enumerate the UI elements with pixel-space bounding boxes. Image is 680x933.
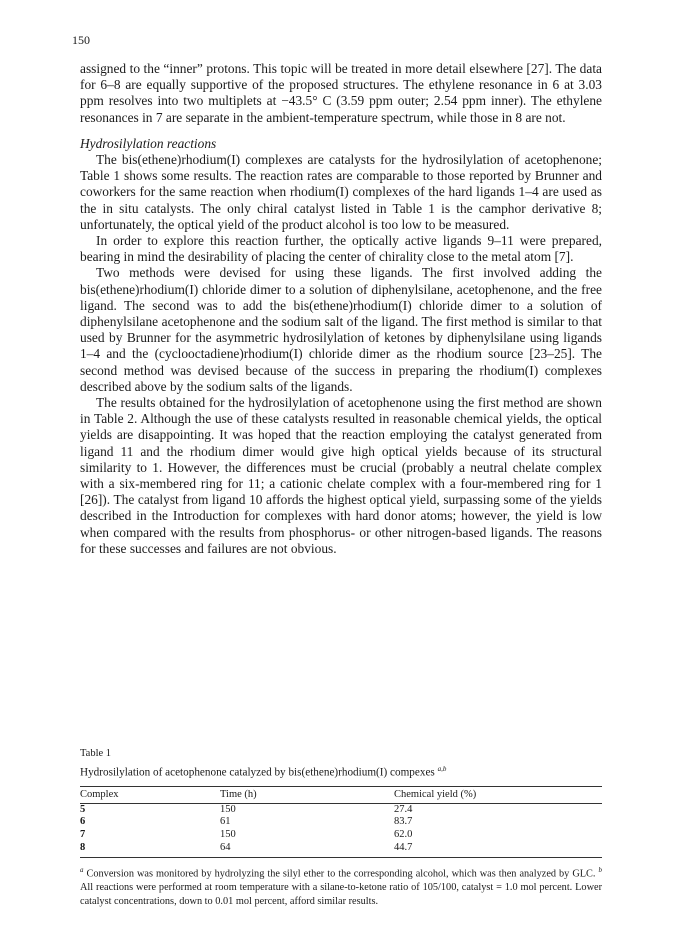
data-table [80, 786, 602, 858]
table-footnotes [80, 864, 602, 909]
table-row [80, 816, 602, 829]
yield-cell: 27.4 [394, 803, 413, 815]
complex-cell: 7 [80, 828, 86, 840]
table-row [80, 829, 602, 842]
paragraph: Two methods were devised for using these ligands. The first involved adding the bis(ethene)rhodium(I) chloride dimer to a solution of diphenylsilane, acetophenone, and the free ligand. The second was to add the bis(ethene)rhodium(I) chloride dimer to a solution of diphenylsilane acetophenone and the sodium salt of the ligand. The first method is similar to that used by Brunner for the asymmetric hydrosilylation of ketones by diphenylsilane using ligands 1–4 and the (cyclooctadiene)rhodium(I) chloride dimer as the rhodium source [23–25]. The second method was devised because of the success in preparing the rhodium(I) complexes described above by the sodium salts of the ligands. [80, 265, 602, 394]
table-row [80, 803, 602, 816]
column-header-complex: Complex [80, 786, 220, 803]
table-1 [80, 747, 602, 909]
time-cell: 150 [220, 828, 236, 840]
footnote-b: All reactions were performed at room temperature with a silane-to-ketone ratio of 105/100, catalyst = 1.0 mol percent. Lower catalyst concentrations, down to 0.01 mol percent, afford similar results. [80, 882, 602, 908]
table-caption [80, 762, 602, 781]
footnote-a: Conversion was monitored by hydrolyzing the silyl ether to the corresponding alcohol, which was then analyzed by GLC. [86, 868, 596, 880]
table-header-row [80, 786, 602, 803]
complex-cell: 5 [80, 803, 86, 815]
paragraph: The results obtained for the hydrosilylation of acetophenone using the first method are shown in Table 2. Although the use of these catalysts resulted in reasonable chemical yields, the optical yields are disappointing. It was hoped that the reaction employing the catalyst generated from ligand 11 and the rhodium dimer would give high optical yields because of its structural similarity to 1. However, the differences must be crucial (probably a neutral chelate complex with a six-membered ring for 11; a cationic chelate complex with a four-membered ring for 1 [26]). The catalyst from ligand 10 affords the highest optical yield, surpassing some of the yields described in the Introduction for complexes with hard donor atoms; however, the yield is low when compared with the results from phosphorus- or other nitrogen-based ligands. The reasons for these successes and failures are not obvious. [80, 395, 602, 556]
table-caption-text: Hydrosilylation of acetophenone catalyzed by bis(ethene)rhodium(I) compexes [80, 766, 435, 779]
time-cell: 64 [220, 841, 231, 853]
column-header-time: Time (h) [220, 786, 394, 803]
column-header-yield: Chemical yield (%) [394, 786, 602, 803]
time-cell: 150 [220, 803, 236, 815]
table-row [80, 842, 602, 858]
section-heading: Hydrosilylation reactions [80, 135, 217, 151]
table-label: Table 1 [80, 748, 112, 759]
time-cell: 61 [220, 816, 231, 828]
table-caption-marks: a,b [437, 765, 447, 773]
page-number: 150 [72, 33, 90, 47]
yield-cell: 83.7 [394, 816, 413, 828]
yield-cell: 62.0 [394, 828, 413, 840]
yield-cell: 44.7 [394, 841, 413, 853]
body-text [80, 61, 602, 557]
footnote-mark-a: a [80, 866, 84, 875]
complex-cell: 8 [80, 841, 86, 853]
paragraph: assigned to the “inner” protons. This topic will be treated in more detail elsewhere [27]. The data for 6–8 are equally supportive of the proposed structures. The ethylene resonance in 6 at 3.03 ppm resolves into two multiplets at −43.5° C (3.59 ppm outer; 2.54 ppm inner). The ethylene resonances in 7 are separate in the ambient-temperature spectrum, while those in 8 are not. [80, 61, 602, 125]
footnote-mark-b: b [598, 866, 602, 875]
complex-cell: 6 [80, 816, 86, 828]
paragraph: In order to explore this reaction further, the optically active ligands 9–11 were prepared, bearing in mind the desirability of placing the center of chirality close to the metal atom [7]. [80, 233, 602, 265]
paragraph: The bis(ethene)rhodium(I) complexes are catalysts for the hydrosilylation of acetophenone; Table 1 shows some results. The reaction rates are comparable to those reported by Brunner and coworkers for the same reaction when rhodium(I) complexes of the hard ligands 1–4 are used as the in situ catalysts. The only chiral catalyst listed in Table 1 is the camphor derivative 8; unfortunately, the optical yield of the product alcohol is too low to be measured. [80, 152, 602, 232]
